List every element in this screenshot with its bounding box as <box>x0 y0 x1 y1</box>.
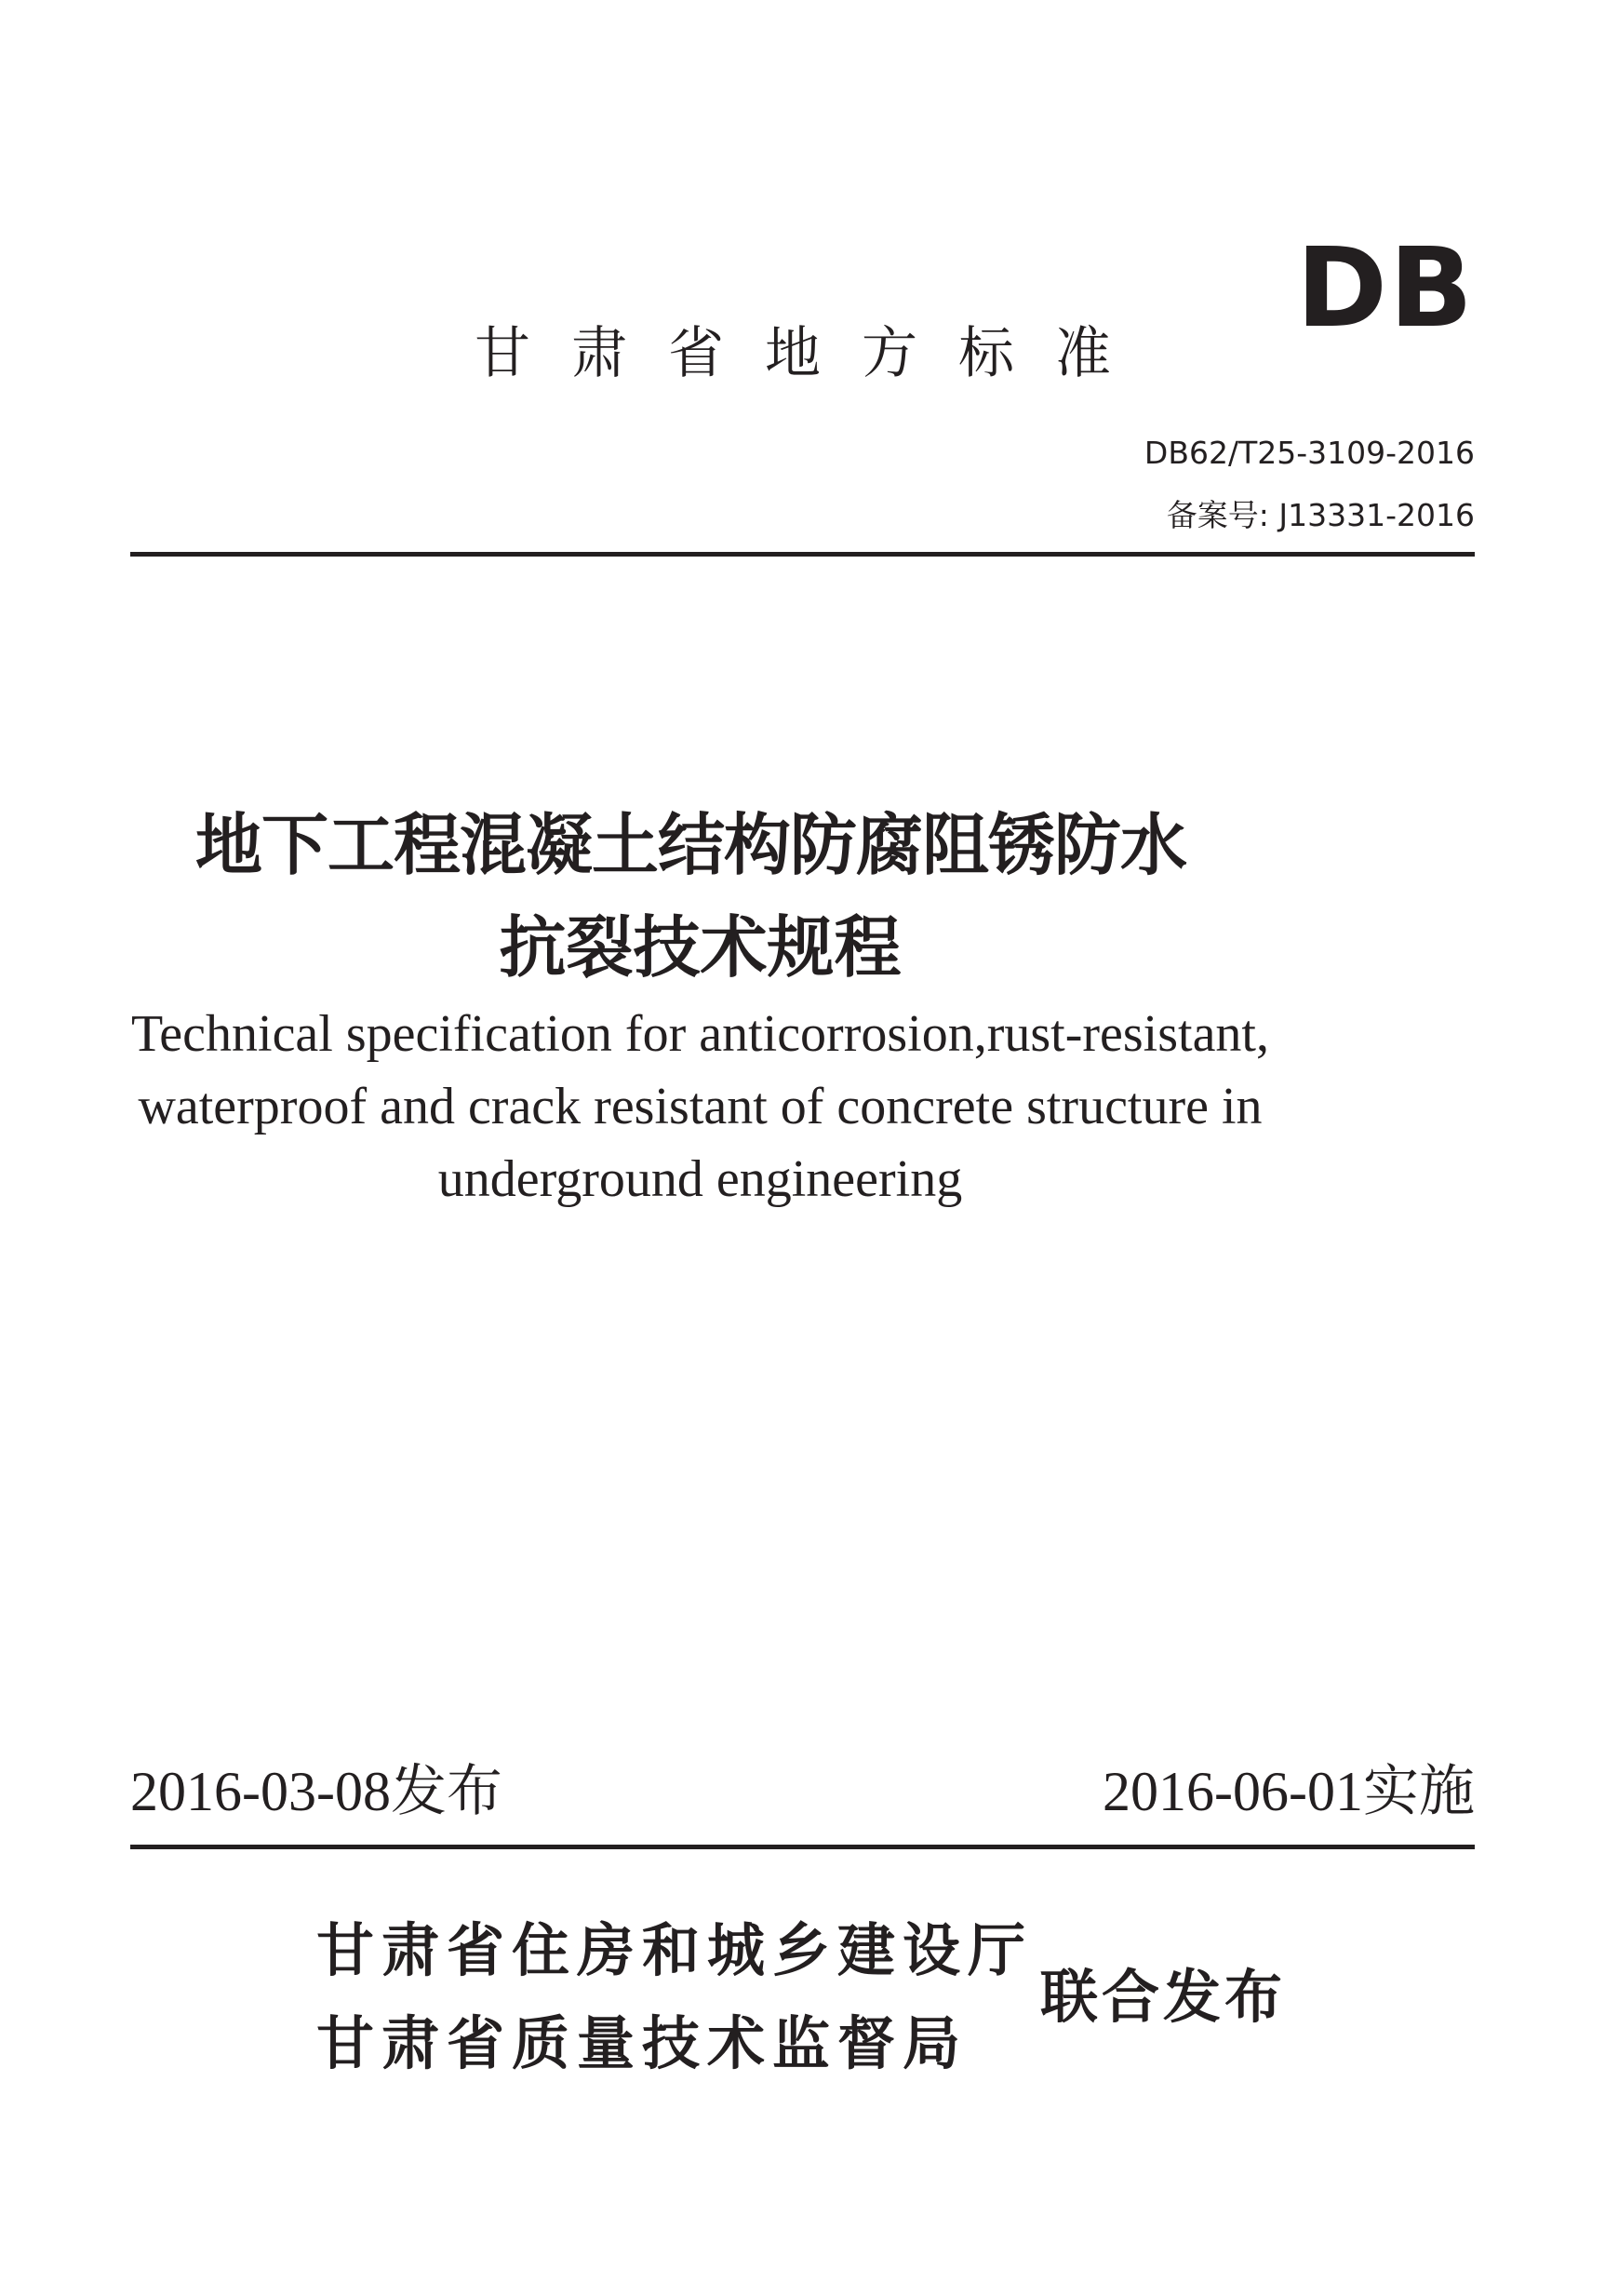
issuer-quality-bureau: 甘肃省质量技术监督局 <box>316 2009 969 2077</box>
top-divider <box>130 552 1475 557</box>
joint-release-label: 联合发布 <box>1040 1963 1287 2031</box>
title-en-line-1: Technical specification for anticorrosion,rust-resistant, <box>131 1005 1269 1063</box>
standard-type: 甘肃省地方标准 <box>475 321 1152 386</box>
release-date: 2016-03-08发布 <box>130 1761 502 1822</box>
standard-number: DB62/T25-3109-2016 <box>1144 435 1475 471</box>
title-en-line-3: underground engineering <box>437 1150 963 1208</box>
db-mark: DB <box>1296 223 1475 352</box>
record-number: 备案号: J13331-2016 <box>1166 497 1475 533</box>
effective-date: 2016-06-01实施 <box>1103 1761 1475 1822</box>
issuer-housing-department: 甘肃省住房和城乡建设厅 <box>316 1916 1034 1984</box>
title-cn-line-1: 地下工程混凝土结构防腐阻锈防水 <box>194 805 1186 884</box>
title-cn-line-2: 抗裂技术规程 <box>499 907 902 987</box>
title-en-line-2: waterproof and crack resistant of concrete structure in <box>138 1078 1263 1135</box>
bottom-divider <box>130 1845 1475 1849</box>
